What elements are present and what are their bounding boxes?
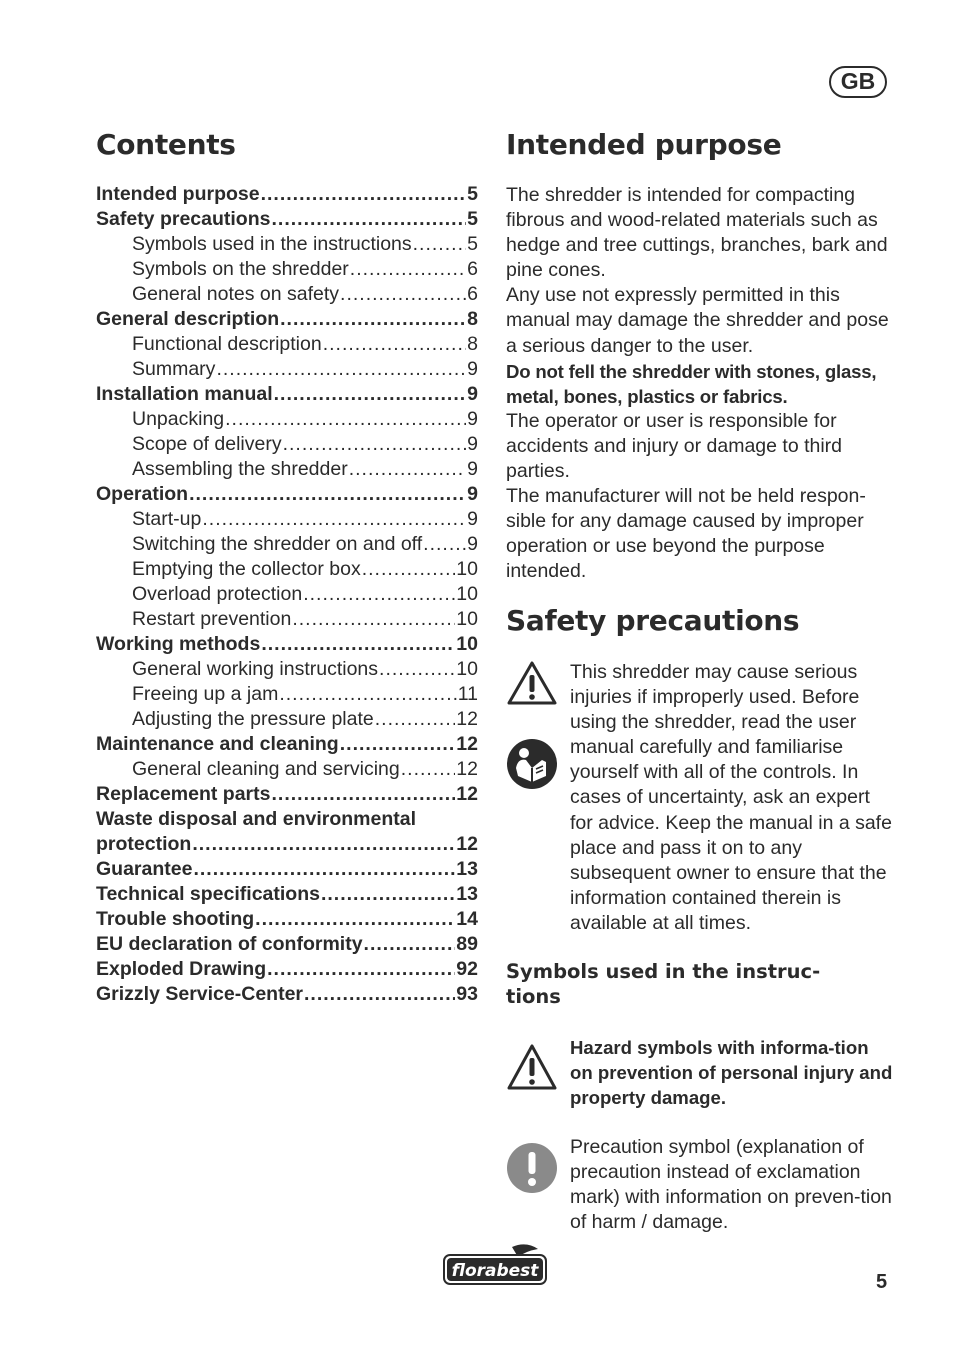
- toc-entry-label: Safety precautions: [96, 208, 271, 230]
- toc-entry-page: 11: [457, 683, 478, 705]
- florabest-logo: [442, 1243, 548, 1287]
- toc-entry-label: Summary: [132, 358, 216, 380]
- toc-entry: [96, 558, 478, 583]
- toc-leader-dots: [362, 558, 456, 581]
- toc-entry-label: Technical specifications: [96, 883, 320, 905]
- toc-entry-page: 9: [467, 483, 478, 505]
- toc-entry: [96, 983, 478, 1008]
- toc-entry-label: Intended purpose: [96, 183, 260, 205]
- toc-entry-page: 14: [456, 908, 478, 930]
- toc-entry-label: Maintenance and cleaning: [96, 733, 339, 755]
- toc-entry-page: 10: [456, 658, 478, 680]
- safety-precautions-title: Safety precautions: [506, 604, 800, 637]
- toc-entry-page: 10: [456, 608, 478, 630]
- toc-leader-dots: [401, 758, 456, 781]
- toc-entry: [96, 258, 478, 283]
- toc-entry-page: 6: [467, 283, 478, 305]
- toc-entry: [96, 408, 478, 433]
- toc-entry-label: Emptying the collector box: [132, 558, 361, 580]
- toc-entry: [96, 483, 478, 508]
- page-number: 5: [876, 1271, 888, 1293]
- toc-entry: [96, 858, 478, 883]
- toc-leader-dots: [189, 483, 466, 506]
- toc-entry-page: 92: [456, 958, 478, 980]
- toc-entry-page: 12: [456, 783, 478, 805]
- toc-entry-label: Overload protection: [132, 583, 303, 605]
- toc-entry-label: Symbols used in the instructions: [132, 233, 412, 255]
- toc-entry-page: 8: [467, 333, 478, 355]
- toc-entry: [96, 358, 478, 383]
- warning-triangle-icon: [506, 660, 558, 706]
- symbols-heading: Symbols used in the instruc-tions: [506, 960, 821, 1008]
- toc-entry-page: 12: [456, 733, 478, 755]
- toc-entry-label: Trouble shooting: [96, 908, 255, 930]
- toc-entry: [96, 508, 478, 533]
- toc-entry: [96, 908, 478, 933]
- toc-leader-dots: [375, 708, 456, 731]
- toc-entry-label: Guarantee: [96, 858, 193, 880]
- toc-entry-label: Start-up: [132, 508, 202, 530]
- toc-entry: [96, 883, 478, 908]
- toc-entry-page: 5: [467, 208, 478, 230]
- toc-entry-label: Installation manual: [96, 383, 273, 405]
- toc-entry-label: Freeing up a jam: [132, 683, 279, 705]
- toc-entry: [96, 633, 478, 658]
- toc-entry-label: Restart prevention: [132, 608, 292, 630]
- toc-leader-dots: [216, 358, 466, 381]
- toc-entry-label: Symbols on the shredder: [132, 258, 349, 280]
- toc-entry: [96, 683, 478, 708]
- toc-leader-dots: [271, 208, 466, 231]
- safety-intro-text: This shredder may cause serious injuries if improperly used. Before using the shredder, read the user manual carefully and familiarise yourself with all of the controls. In cases of uncertainty, ask an expert for advice. Keep the manual in a safe place and pass it on to any subsequent owner to ensure that the information contained therein is available at all times.: [570, 661, 892, 934]
- toc-leader-dots: [423, 533, 466, 556]
- toc-entry-page: 10: [456, 583, 478, 605]
- toc-entry-page: 10: [456, 633, 478, 655]
- toc-entry: [96, 333, 478, 358]
- toc-entry-label: Assembling the shredder: [132, 458, 348, 480]
- hazard-symbol-text: Hazard symbols with informa-tion on prevention of personal injury and property damage.: [570, 1037, 893, 1109]
- intended-paragraph-2: Any use not expressly permitted in this manual may damage the shredder and pose a serious danger to the user.: [506, 284, 889, 357]
- toc-entry-label: Unpacking: [132, 408, 225, 430]
- toc-entry: [96, 833, 478, 858]
- exclamation-circle-icon: [506, 1142, 558, 1194]
- toc-entry-label: EU declaration of conformity: [96, 933, 363, 955]
- toc-entry-label: Scope of delivery: [132, 433, 282, 455]
- toc-entry: [96, 433, 478, 458]
- toc-entry: [96, 233, 478, 258]
- toc-entry-page: 9: [467, 508, 478, 530]
- contents-title: Contents: [96, 128, 236, 161]
- toc-leader-dots: [340, 283, 466, 306]
- toc-entry: [96, 733, 478, 758]
- toc-entry-label: Exploded Drawing: [96, 958, 267, 980]
- toc-entry-page: 10: [456, 558, 478, 580]
- toc-entry-page: 12: [456, 833, 478, 855]
- toc-leader-dots: [192, 833, 455, 856]
- intended-paragraph-4: The operator or user is responsible for accidents and injury or damage to third parties.: [506, 409, 843, 483]
- toc-entry-label: protection: [96, 833, 192, 855]
- toc-leader-dots: [292, 608, 455, 631]
- intended-warning: Do not fell the shredder with stones, glass, metal, bones, plastics or fabrics.: [506, 360, 877, 407]
- toc-entry-label: Functional description: [132, 333, 322, 355]
- toc-entry-page: 13: [456, 883, 478, 905]
- toc-leader-dots: [261, 183, 467, 206]
- toc-entry: [96, 208, 478, 233]
- toc-leader-dots: [255, 908, 455, 931]
- toc-entry: [96, 808, 478, 833]
- language-badge: GB: [829, 66, 887, 98]
- toc-entry-page: 8: [467, 308, 478, 330]
- toc-entry-page: 9: [467, 458, 478, 480]
- toc-leader-dots: [304, 983, 455, 1006]
- toc-leader-dots: [323, 333, 466, 356]
- toc-entry-label: Grizzly Service-Center: [96, 983, 304, 1005]
- read-manual-icon: [506, 738, 558, 790]
- toc-entry-label: General description: [96, 308, 280, 330]
- toc-leader-dots: [193, 858, 455, 881]
- intended-purpose-title: Intended purpose: [506, 128, 782, 161]
- toc-entry-label: Switching the shredder on and off: [132, 533, 423, 555]
- toc-leader-dots: [274, 383, 467, 406]
- toc-leader-dots: [279, 683, 456, 706]
- warning-triangle-icon: [506, 1043, 558, 1091]
- toc-leader-dots: [340, 733, 456, 756]
- toc-leader-dots: [271, 783, 455, 806]
- toc-leader-dots: [379, 658, 455, 681]
- toc-entry: [96, 933, 478, 958]
- toc-leader-dots: [225, 408, 466, 431]
- toc-entry-label: General working instructions: [132, 658, 379, 680]
- toc-entry-label: Adjusting the pressure plate: [132, 708, 374, 730]
- toc-entry-page: 13: [456, 858, 478, 880]
- toc-leader-dots: [349, 458, 466, 481]
- toc-leader-dots: [261, 633, 455, 656]
- toc-entry: [96, 383, 478, 408]
- toc-entry: [96, 283, 478, 308]
- toc-entry: [96, 608, 478, 633]
- toc-leader-dots: [267, 958, 455, 981]
- toc-leader-dots: [364, 933, 456, 956]
- toc-entry-page: 93: [456, 983, 478, 1005]
- precaution-symbol-text: Precaution symbol (explanation of precaution instead of exclamation mark) with information on preven-tion of harm / damage.: [570, 1136, 892, 1234]
- toc-entry: [96, 758, 478, 783]
- toc-entry-page: 9: [467, 433, 478, 455]
- toc-entry: [96, 183, 478, 208]
- toc-entry-page: 5: [467, 233, 478, 255]
- toc-entry: [96, 658, 478, 683]
- toc-entry: [96, 783, 478, 808]
- intended-purpose-body: [506, 183, 896, 585]
- toc-entry-label: Operation: [96, 483, 189, 505]
- toc-entry: [96, 708, 478, 733]
- toc-leader-dots: [202, 508, 466, 531]
- toc-leader-dots: [413, 233, 467, 256]
- toc-entry-page: 89: [456, 933, 478, 955]
- toc-entry-page: 9: [467, 383, 478, 405]
- toc-leader-dots: [303, 583, 455, 606]
- toc-entry: [96, 583, 478, 608]
- toc-entry-label: Replacement parts: [96, 783, 271, 805]
- toc-entry-page: 5: [467, 183, 478, 205]
- toc-entry-page: 9: [467, 358, 478, 380]
- toc-leader-dots: [283, 433, 467, 456]
- toc-entry-label: Waste disposal and environmental: [96, 808, 417, 830]
- toc-leader-dots: [280, 308, 466, 331]
- toc-entry-label: Working methods: [96, 633, 261, 655]
- intended-paragraph-5: The manufacturer will not be held respon-sible for any damage caused by improper operation or use beyond the purpose intended.: [506, 485, 866, 583]
- toc-entry-page: 12: [456, 708, 478, 730]
- toc-entry: [96, 958, 478, 983]
- toc-entry-label: General cleaning and servicing: [132, 758, 400, 780]
- toc-entry-page: 9: [467, 408, 478, 430]
- toc-entry-page: 9: [467, 533, 478, 555]
- table-of-contents: [96, 183, 478, 1008]
- toc-entry: [96, 533, 478, 558]
- intended-paragraph-1: The shredder is intended for compacting fibrous and wood-related materials such as hedge and tree cuttings, branches, bark and pine cones.: [506, 184, 888, 282]
- toc-entry-page: 12: [456, 758, 478, 780]
- toc-entry-page: 6: [467, 258, 478, 280]
- toc-entry: [96, 458, 478, 483]
- toc-leader-dots: [321, 883, 455, 906]
- logo-text: florabest: [451, 1261, 539, 1281]
- toc-entry-label: General notes on safety: [132, 283, 340, 305]
- toc-leader-dots: [350, 258, 466, 281]
- toc-entry: [96, 308, 478, 333]
